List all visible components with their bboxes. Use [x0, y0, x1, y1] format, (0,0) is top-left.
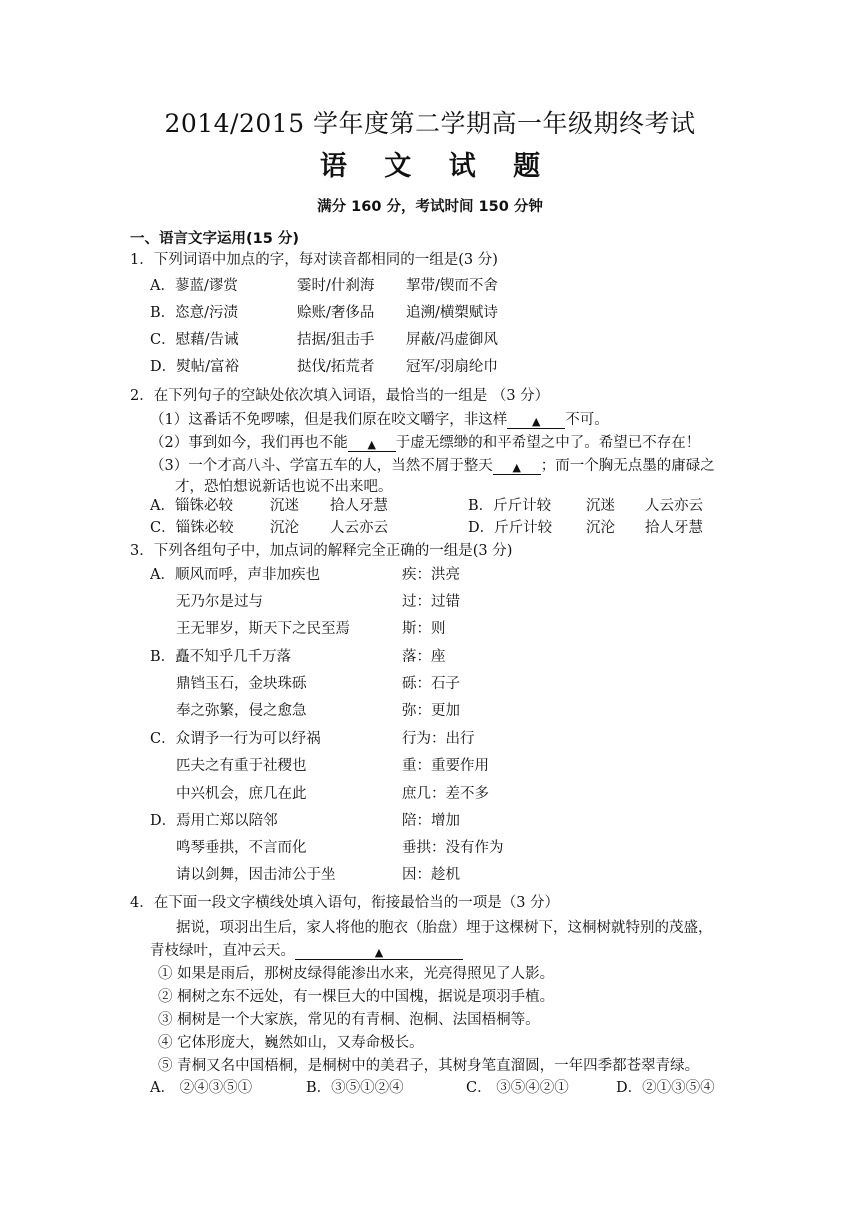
q2-option-a: A．锱铢必较 [150, 498, 233, 514]
q4-option-d: D．②①③⑤④ [616, 1080, 715, 1096]
q3-row-b3: 奉之弥繁，侵之愈急 [176, 703, 307, 719]
q1-option-b-2: 赊账/奢侈品 [297, 305, 375, 321]
q2-option-b: B．斤斤计较 [468, 498, 552, 514]
q4-stem: 4．在下面一段文字横线处填入语句，衔接最恰当的一项是（3 分） [130, 895, 560, 911]
q1-option-d-3: 冠军/羽扇纶巾 [406, 359, 498, 375]
q2-sentence-2-b: 于虚无缥缈的和平希望之中了。希望已不存在！ [395, 435, 701, 451]
q3-row-d2: 鸣琴垂拱，不言而化 [176, 840, 307, 856]
q3-row-c2: 匹夫之有重于社稷也 [176, 758, 307, 774]
q2-sentence-1 [150, 411, 609, 429]
q3-def-c2: 重：重要作用 [402, 758, 489, 774]
q3-row-b1: B．矗不知乎几千万落 [150, 649, 292, 665]
q4-option-c: C． ③⑤④②① [466, 1080, 569, 1096]
q2-sentence-2 [150, 434, 700, 452]
q3-row-c3: 中兴机会，庶几在此 [176, 786, 307, 802]
q4-option-b: B．③⑤①②④ [306, 1080, 404, 1096]
q4-blank [295, 943, 463, 960]
q1-option-a-3: 挈带/锲而不舍 [406, 278, 498, 294]
q4-item-5: ⑤ 青桐又名中国梧桐，是桐树中的美君子，其树身笔直溜圆，一年四季都苍翠青绿。 [158, 1058, 700, 1074]
q1-option-a-2: 霎时/什刹海 [297, 278, 375, 294]
q3-row-c1: C．众谓予一行为可以纾祸 [150, 731, 321, 747]
q2-option-c: C．锱铢必较 [150, 520, 234, 536]
q3-def-a2: 过：过错 [402, 594, 460, 610]
q3-def-a3: 斯：则 [402, 621, 446, 637]
q2-sentence-2-a: （2）事到如今，我们再也不能 [150, 435, 348, 451]
q2-stem: 2．在下列句子的空缺处依次填入词语，最恰当的一组是 （3 分） [130, 388, 550, 404]
q3-stem: 3．下列各组句子中，加点词的解释完全正确的一组是(3 分) [130, 543, 513, 559]
q1-option-d: D．熨帖/富裕 [150, 359, 240, 375]
q4-paragraph-2 [150, 942, 463, 960]
q2-sentence-1-b: 不可。 [565, 412, 609, 428]
q3-def-b3: 弥：更加 [402, 703, 460, 719]
q3-row-d1: D．焉用亡郑以陪邻 [150, 813, 278, 829]
q3-def-d3: 因：趁机 [402, 867, 460, 883]
q2-option-d-2: 沉沦 [586, 520, 615, 536]
section-heading: 一、语言文字运用(15 分) [130, 231, 299, 247]
q2-option-c-3: 人云亦云 [330, 520, 388, 536]
q4-paragraph-2-text: 青枝绿叶，直冲云天。 [150, 943, 295, 959]
exam-title: 2014/2015 学年度第二学期高一年级期终考试 [164, 109, 696, 138]
q4-option-a: A． ②④③⑤① [150, 1080, 253, 1096]
q4-paragraph-1: 据说，项羽出生后，家人将他的胞衣（胎盘）埋于这棵树下，这桐树就特别的茂盛， [176, 920, 713, 936]
q2-option-b-3: 人云亦云 [645, 498, 703, 514]
q2-option-c-2: 沉沦 [270, 520, 299, 536]
q2-blank-1 [507, 412, 565, 429]
q2-sentence-3-b: ；而一个胸无点墨的庸碌之 [540, 458, 715, 474]
q4-item-4: ④ 它体形庞大，巍然如山，又寿命极长。 [158, 1035, 424, 1051]
q1-option-c: C．慰藉/告诫 [150, 332, 239, 348]
q1-option-c-2: 拮据/狙击手 [297, 332, 375, 348]
q2-option-b-2: 沉迷 [586, 498, 615, 514]
q2-option-d: D．斤斤计较 [468, 520, 553, 536]
q2-option-d-3: 拾人牙慧 [645, 520, 703, 536]
q2-sentence-3-a: （3）一个才高八斗、学富五车的人，当然不屑于整天 [150, 458, 493, 474]
q3-def-b2: 砾：石子 [402, 676, 460, 692]
blank-marker: ▲ [512, 461, 521, 474]
q3-def-c1: 行为：出行 [402, 731, 475, 747]
q3-row-b2: 鼎铛玉石，金块珠砾 [176, 676, 307, 692]
q3-def-c3: 庶几：差不多 [402, 786, 489, 802]
q2-blank-2 [348, 435, 396, 452]
q3-row-a3: 王无罪岁，斯天下之民至焉 [176, 621, 350, 637]
q2-option-a-2: 沉迷 [270, 498, 299, 514]
q4-item-1: ① 如果是雨后，那树皮绿得能渗出水来，光亮得照见了人影。 [158, 966, 555, 982]
q2-sentence-3 [150, 457, 715, 475]
q2-sentence-1-a: （1）这番话不免啰嗦，但是我们原在咬文嚼字，非这样 [150, 412, 508, 428]
q1-option-d-2: 挞伐/拓荒者 [297, 359, 375, 375]
q3-row-a2: 无乃尔是过与 [176, 594, 263, 610]
q3-row-d3: 请以剑舞，因击沛公于坐 [176, 867, 336, 883]
q2-option-a-3: 拾人牙慧 [330, 498, 388, 514]
q4-item-2: ② 桐树之东不远处，有一棵巨大的中国槐，据说是项羽手植。 [158, 989, 555, 1005]
q1-option-a: A．蓼蓝/谬赏 [150, 278, 238, 294]
exam-meta: 满分 160 分，考试时间 150 分钟 [317, 199, 543, 215]
q1-option-b: B．恣意/污渍 [150, 305, 239, 321]
q3-def-d1: 陪：增加 [402, 813, 460, 829]
q1-option-c-3: 屏蔽/冯虚御风 [406, 332, 498, 348]
blank-marker: ▲ [367, 438, 376, 451]
q3-def-d2: 垂拱：没有作为 [402, 840, 504, 856]
q1-option-b-3: 追溯/横槊赋诗 [406, 305, 498, 321]
q2-blank-3 [493, 458, 541, 475]
q4-item-3: ③ 桐树是一个大家族，常见的有青桐、泡桐、法国梧桐等。 [158, 1012, 540, 1028]
exam-subtitle: 语 文 试 题 [319, 151, 555, 182]
q3-row-a1: A．顺风而呼，声非加疾也 [150, 567, 320, 583]
q3-def-b1: 落：座 [402, 649, 446, 665]
q2-sentence-3-cont: 才，恐怕想说新话也说不出来吧。 [175, 479, 393, 495]
blank-marker: ▲ [532, 415, 541, 428]
q3-def-a1: 疾：洪亮 [402, 567, 460, 583]
q1-stem: 1．下列词语中加点的字，每对读音都相同的一组是(3 分) [130, 252, 498, 268]
blank-marker: ▲ [374, 946, 384, 959]
